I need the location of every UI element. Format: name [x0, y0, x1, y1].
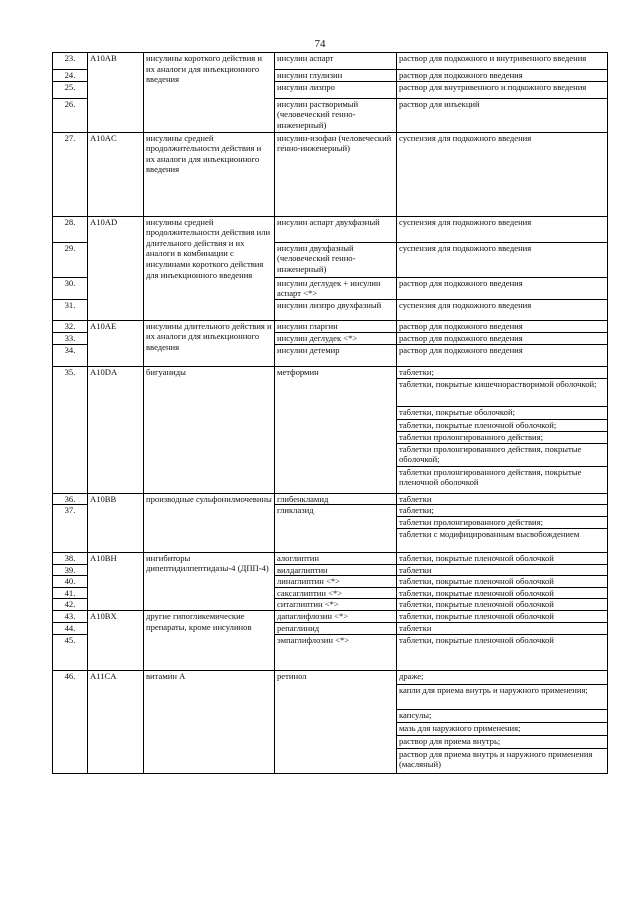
dosage-form: раствор для подкожного и внутривенного введения	[397, 53, 608, 70]
dosage-form: раствор для инъекций	[397, 98, 608, 132]
atc-group-name: инсулины короткого действия и их аналоги для инъекционного введения	[144, 53, 275, 133]
dosage-form: капсулы;	[397, 709, 608, 722]
drug-name: саксаглиптин <*>	[275, 587, 397, 599]
drug-name: инсулин аспарт двухфазный	[275, 216, 397, 242]
dosage-form: таблетки, покрытые пленочной оболочкой;	[397, 419, 608, 431]
atc-code: A10AE	[88, 320, 144, 366]
dosage-form: таблетки, покрытые пленочной оболочкой	[397, 587, 608, 599]
table-row	[53, 552, 608, 564]
drug-name: инсулин лизпро двухфазный	[275, 299, 397, 320]
page-number: 74	[314, 38, 326, 50]
row-number: 38.	[53, 552, 88, 564]
row-number: 30.	[53, 277, 88, 299]
table-row	[53, 320, 608, 332]
dosage-form: таблетки пролонгированного действия;	[397, 516, 608, 528]
table-row	[53, 53, 608, 70]
row-number: 39.	[53, 564, 88, 576]
row-number: 42.	[53, 599, 88, 611]
row-number: 24.	[53, 70, 88, 82]
atc-code: A11CA	[88, 670, 144, 773]
drug-name: ситаглиптин <*>	[275, 599, 397, 611]
table-row	[53, 610, 608, 622]
dosage-form: таблетки	[397, 493, 608, 505]
dosage-form: раствор для внутривенного и подкожного введения	[397, 81, 608, 98]
atc-group-name: ингибиторы дипептидилпептидазы-4 (ДПП-4)	[144, 552, 275, 610]
drug-name: линаглиптин <*>	[275, 576, 397, 588]
atc-group-name: производные сульфонилмочевины	[144, 493, 275, 552]
dosage-form: таблетки	[397, 564, 608, 576]
dosage-form: капли для приема внутрь и наружного применения;	[397, 684, 608, 709]
dosage-form: таблетки;	[397, 366, 608, 378]
row-number: 33.	[53, 332, 88, 344]
drug-name: инсулин лизпро	[275, 81, 397, 98]
drug-name: инсулин глулизин	[275, 70, 397, 82]
atc-code: A10DA	[88, 366, 144, 493]
row-number: 37.	[53, 505, 88, 552]
row-number: 34.	[53, 344, 88, 366]
dosage-form: мазь для наружного применения;	[397, 722, 608, 735]
drug-name: инсулин растворимый (человеческий генно-инженерный)	[275, 98, 397, 132]
row-number: 29.	[53, 242, 88, 277]
row-number: 26.	[53, 98, 88, 132]
dosage-form: таблетки, покрытые оболочкой;	[397, 406, 608, 419]
dosage-form: таблетки пролонгированного действия, покрытые пленочной оболочкой	[397, 466, 608, 493]
row-number: 31.	[53, 299, 88, 320]
dosage-form: суспензия для подкожного введения	[397, 132, 608, 216]
dosage-form: таблетки, покрытые пленочной оболочкой	[397, 599, 608, 611]
table-row	[53, 670, 608, 684]
row-number: 25.	[53, 81, 88, 98]
dosage-form: суспензия для подкожного введения	[397, 299, 608, 320]
drug-name: инсулин гларгин	[275, 320, 397, 332]
row-number: 28.	[53, 216, 88, 242]
drug-name: вилдаглиптин	[275, 564, 397, 576]
drug-name: инсулин деглудек <*>	[275, 332, 397, 344]
drug-name: гликлазид	[275, 505, 397, 552]
dosage-form: раствор для подкожного введения	[397, 277, 608, 299]
atc-code: A10BH	[88, 552, 144, 610]
drug-name: глибенкламид	[275, 493, 397, 505]
dosage-form: таблетки, покрытые пленочной оболочкой	[397, 576, 608, 588]
drug-name: инсулин аспарт	[275, 53, 397, 70]
row-number: 27.	[53, 132, 88, 216]
dosage-form: таблетки, покрытые пленочной оболочкой	[397, 634, 608, 670]
atc-code: A10BB	[88, 493, 144, 552]
drug-name: алоглиптин	[275, 552, 397, 564]
drug-list-table	[52, 52, 608, 774]
row-number: 43.	[53, 610, 88, 622]
dosage-form: таблетки, покрытые кишечнорастворимой оболочкой;	[397, 378, 608, 406]
drug-name: ретинол	[275, 670, 397, 773]
atc-group-name: инсулины средней продолжительности действия или длительного действия и их аналоги в комбинации с инсулинами короткого действия для инъекционного введения	[144, 216, 275, 320]
dosage-form: таблетки, покрытые пленочной оболочкой	[397, 552, 608, 564]
table-row	[53, 366, 608, 378]
atc-group-name: другие гипогликемические препараты, кроме инсулинов	[144, 610, 275, 670]
dosage-form: суспензия для подкожного введения	[397, 242, 608, 277]
atc-code: A10AC	[88, 132, 144, 216]
atc-group-name: витамин А	[144, 670, 275, 773]
row-number: 35.	[53, 366, 88, 493]
drug-name: эмпаглифлозин <*>	[275, 634, 397, 670]
atc-group-name: инсулины средней продолжительности действия и их аналоги для инъекционного введения	[144, 132, 275, 216]
dosage-form: раствор для подкожного введения	[397, 332, 608, 344]
dosage-form: таблетки пролонгированного действия;	[397, 431, 608, 443]
dosage-form: таблетки с модифицированным высвобождением	[397, 528, 608, 552]
atc-group-name: бигуаниды	[144, 366, 275, 493]
atc-group-name: инсулины длительного действия и их аналоги для инъекционного введения	[144, 320, 275, 366]
dosage-form: раствор для приема внутрь и наружного применения (масляный)	[397, 748, 608, 773]
drug-name: инсулин детемир	[275, 344, 397, 366]
row-number: 23.	[53, 53, 88, 70]
dosage-form: таблетки;	[397, 505, 608, 517]
drug-name: репаглинид	[275, 622, 397, 634]
table-row	[53, 493, 608, 505]
dosage-form: раствор для подкожного введения	[397, 70, 608, 82]
dosage-form: драже;	[397, 670, 608, 684]
row-number: 36.	[53, 493, 88, 505]
drug-name: метформин	[275, 366, 397, 493]
dosage-form: таблетки пролонгированного действия, покрытые оболочкой;	[397, 443, 608, 466]
drug-name: инсулин-изофан (человеческий генно-инженерный)	[275, 132, 397, 216]
dosage-form: суспензия для подкожного введения	[397, 216, 608, 242]
dosage-form: раствор для подкожного введения	[397, 320, 608, 332]
drug-name: инсулин двухфазный (человеческий генно-инженерный)	[275, 242, 397, 277]
row-number: 45.	[53, 634, 88, 670]
row-number: 32.	[53, 320, 88, 332]
drug-name: дапаглифлозин <*>	[275, 610, 397, 622]
dosage-form: таблетки	[397, 622, 608, 634]
row-number: 46.	[53, 670, 88, 773]
dosage-form: таблетки, покрытые пленочной оболочкой	[397, 610, 608, 622]
row-number: 40.	[53, 576, 88, 588]
table-body	[53, 53, 608, 774]
dosage-form: раствор для подкожного введения	[397, 344, 608, 366]
atc-code: A10AD	[88, 216, 144, 320]
row-number: 44.	[53, 622, 88, 634]
atc-code: A10AB	[88, 53, 144, 133]
row-number: 41.	[53, 587, 88, 599]
table-row	[53, 216, 608, 242]
atc-code: A10BX	[88, 610, 144, 670]
dosage-form: раствор для приема внутрь;	[397, 735, 608, 748]
table-row	[53, 132, 608, 216]
drug-name: инсулин деглудек + инсулин аспарт <*>	[275, 277, 397, 299]
